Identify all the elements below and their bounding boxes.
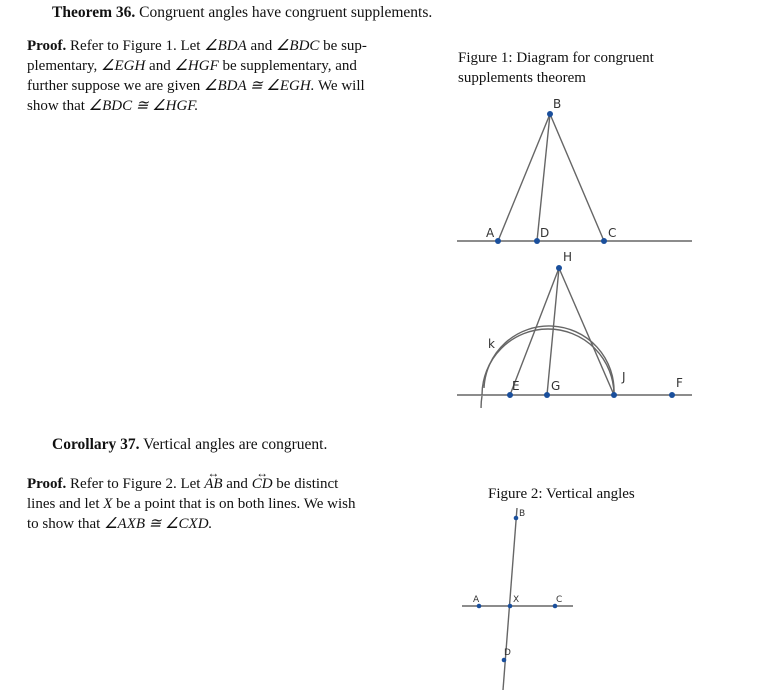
label-c2: C <box>556 595 563 605</box>
point-h <box>556 265 562 271</box>
line-cd: ↔ CD <box>252 474 273 494</box>
point-g <box>544 392 550 398</box>
word-lines-and-let: lines and let <box>27 496 100 512</box>
figure-1-caption-line-2: supplements theorem <box>458 70 586 86</box>
proof-label: Proof. <box>27 38 67 54</box>
word-and: and <box>250 38 273 54</box>
label-g: G <box>551 379 561 393</box>
proof-2-line-3 <box>27 514 427 534</box>
point-a <box>495 238 501 244</box>
word-further: further suppose we are given <box>27 78 201 94</box>
point-x2 <box>508 604 513 609</box>
theorem-label: Theorem 36. <box>52 4 136 21</box>
angle-bda: ∠BDA <box>204 38 247 54</box>
word-be-sup: be sup- <box>323 38 367 54</box>
figure-1-caption-line-1: Figure 1: Diagram for congruent <box>458 50 654 66</box>
word-be-distinct: be distinct <box>276 476 339 492</box>
label-d2: D <box>504 648 511 658</box>
figure-1-caption <box>458 48 654 88</box>
point-d2 <box>502 658 507 663</box>
word-show-that: show that <box>27 98 85 114</box>
proof-2-label: Proof. <box>27 476 67 492</box>
label-x2: X <box>513 595 520 605</box>
proof-2-line-2 <box>27 494 427 514</box>
semicircle-k <box>484 326 614 394</box>
proof-2 <box>27 474 427 534</box>
label-h: H <box>563 250 573 264</box>
point-b2 <box>514 516 519 521</box>
theorem-statement: Congruent angles have congruent supplements. <box>139 4 433 21</box>
angle-bdc: ∠BDC <box>275 38 320 54</box>
congruence-goal: ∠BDC ≅ ∠HGF. <box>88 98 199 114</box>
label-f: F <box>676 376 683 390</box>
label-e: E <box>512 379 520 393</box>
segment-ba <box>498 114 550 241</box>
figure-1-diagram <box>450 88 700 408</box>
label-b: B <box>553 97 562 111</box>
word-be-supp-and: be supplementary, and <box>222 58 357 74</box>
proof-2-line-1 <box>27 474 427 494</box>
figure-2-caption-text: Figure 2: Vertical angles <box>488 486 635 502</box>
proof-2-intro: Refer to Figure 2. Let <box>70 476 201 492</box>
figure-2-diagram <box>455 500 585 690</box>
corollary-37 <box>52 436 327 454</box>
label-c: C <box>608 226 617 240</box>
corollary-label: Corollary 37. <box>52 436 140 453</box>
theorem-36 <box>52 4 432 22</box>
segment-hg <box>547 268 559 395</box>
congruence-given: ∠BDA ≅ ∠EGH. <box>204 78 315 94</box>
label-b2: B <box>519 509 526 519</box>
proof-1-line-2 <box>27 56 427 76</box>
label-a2: A <box>473 595 480 605</box>
angle-egh: ∠EGH <box>101 58 146 74</box>
point-c <box>601 238 607 244</box>
label-d: D <box>540 226 550 240</box>
proof-1-intro: Refer to Figure 1. Let <box>70 38 201 54</box>
proof-1-line-1 <box>27 36 427 56</box>
point-j <box>611 392 617 398</box>
line-ab: ↔ AB <box>204 474 222 494</box>
word-and-3: and <box>226 476 248 492</box>
word-we-will: We will <box>317 78 365 94</box>
proof-1 <box>27 36 427 116</box>
label-k: k <box>488 337 495 351</box>
point-b <box>547 111 553 117</box>
word-and-2: and <box>149 58 171 74</box>
word-to-show-that: to show that <box>27 516 101 532</box>
corollary-statement: Vertical angles are congruent. <box>143 436 328 453</box>
angle-hgf: ∠HGF <box>174 58 219 74</box>
segment-bd <box>537 114 550 241</box>
label-j: J <box>622 370 626 384</box>
label-a: A <box>486 226 495 240</box>
segment-he <box>510 268 559 395</box>
congruence-vertical: ∠AXB ≅ ∠CXD. <box>104 516 213 532</box>
point-x-text: X <box>103 496 113 512</box>
word-plementary: plementary, <box>27 58 98 74</box>
proof-1-line-4 <box>27 96 427 116</box>
segment-bc <box>550 114 604 241</box>
proof-1-line-3 <box>27 76 427 96</box>
word-point-on-both: be a point that is on both lines. We wish <box>116 496 356 512</box>
point-f <box>669 392 675 398</box>
